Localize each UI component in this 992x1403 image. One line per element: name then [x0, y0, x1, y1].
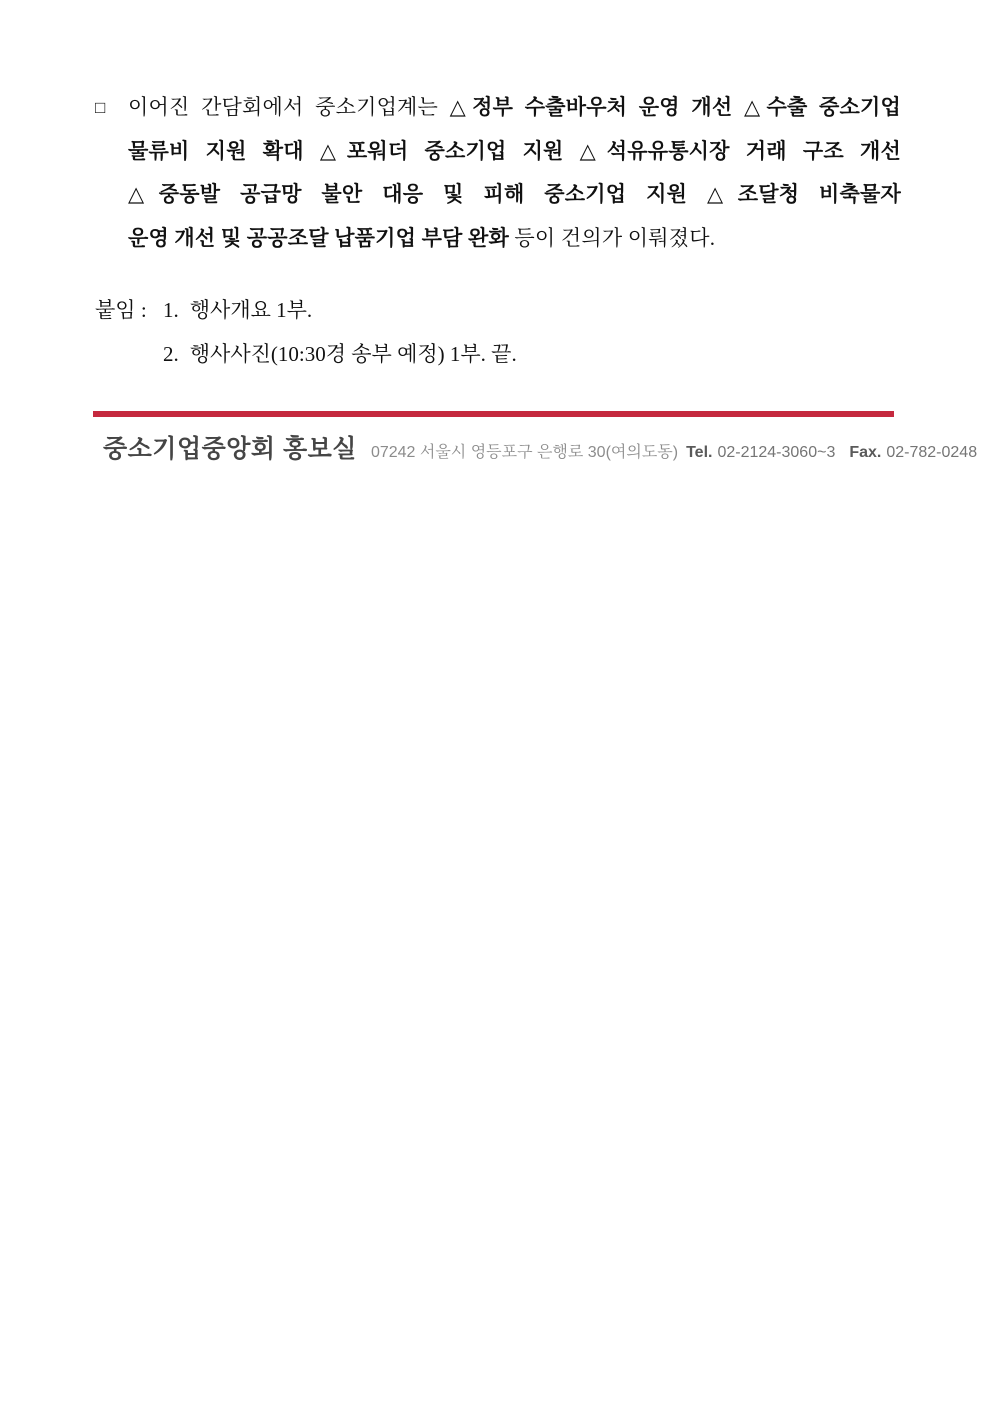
paragraph-segment-bold: △중동발 공급망 불안 대응 및 피해 중소기업 지원 △조달청 비축물자: [128, 182, 901, 206]
paragraph-segment-bold: 물류비 지원 확대 △포워더 중소기업 지원 △석유유통시장 거래 구조 개선: [128, 138, 901, 163]
attachment-item-number: 1.: [163, 298, 179, 322]
attachment-block: [95, 289, 795, 376]
square-bullet-icon: □: [95, 98, 106, 117]
attachment-item-text: 행사개요 1부.: [189, 298, 313, 322]
paragraph-line: [128, 173, 901, 217]
footer-address: 07242 서울시 영등포구 은행로 30(여의도동): [370, 444, 679, 461]
paragraph-line: [128, 86, 901, 130]
attachment-label: 붙임 :: [95, 298, 147, 322]
footer-tel-number: 02-2124-3060~3: [717, 444, 836, 461]
footer: [103, 429, 978, 465]
body-paragraph: [95, 86, 901, 260]
attachment-items: [163, 289, 795, 376]
paragraph-line: [128, 217, 901, 261]
paragraph-segment-bold: 운영 개선 및 공공조달 납품기업 부담 완화: [128, 225, 515, 250]
attachment-item: [163, 289, 795, 333]
footer-fax-number: 02-782-0248: [886, 444, 978, 461]
attachment-item-text: 행사사진(10:30경 송부 예정) 1부. 끝.: [189, 341, 517, 366]
paragraph-segment-bold: △정부 수출바우처 운영 개선 △수출 중소기업: [449, 95, 901, 119]
paragraph-segment: 이어진 간담회에서 중소기업계는: [128, 95, 450, 119]
footer-org-name: 중소기업중앙회 홍보실: [103, 435, 357, 463]
attachment-item: [163, 333, 795, 377]
paragraph-segment: 등이 건의가 이뤄졌다.: [514, 225, 716, 250]
footer-fax-label: Fax.: [849, 444, 882, 461]
footer-divider: [93, 411, 894, 417]
attachment-item-number: 2.: [163, 341, 179, 366]
paragraph-text: [128, 86, 901, 260]
paragraph-line: [128, 130, 901, 174]
footer-tel-label: Tel.: [686, 444, 713, 461]
